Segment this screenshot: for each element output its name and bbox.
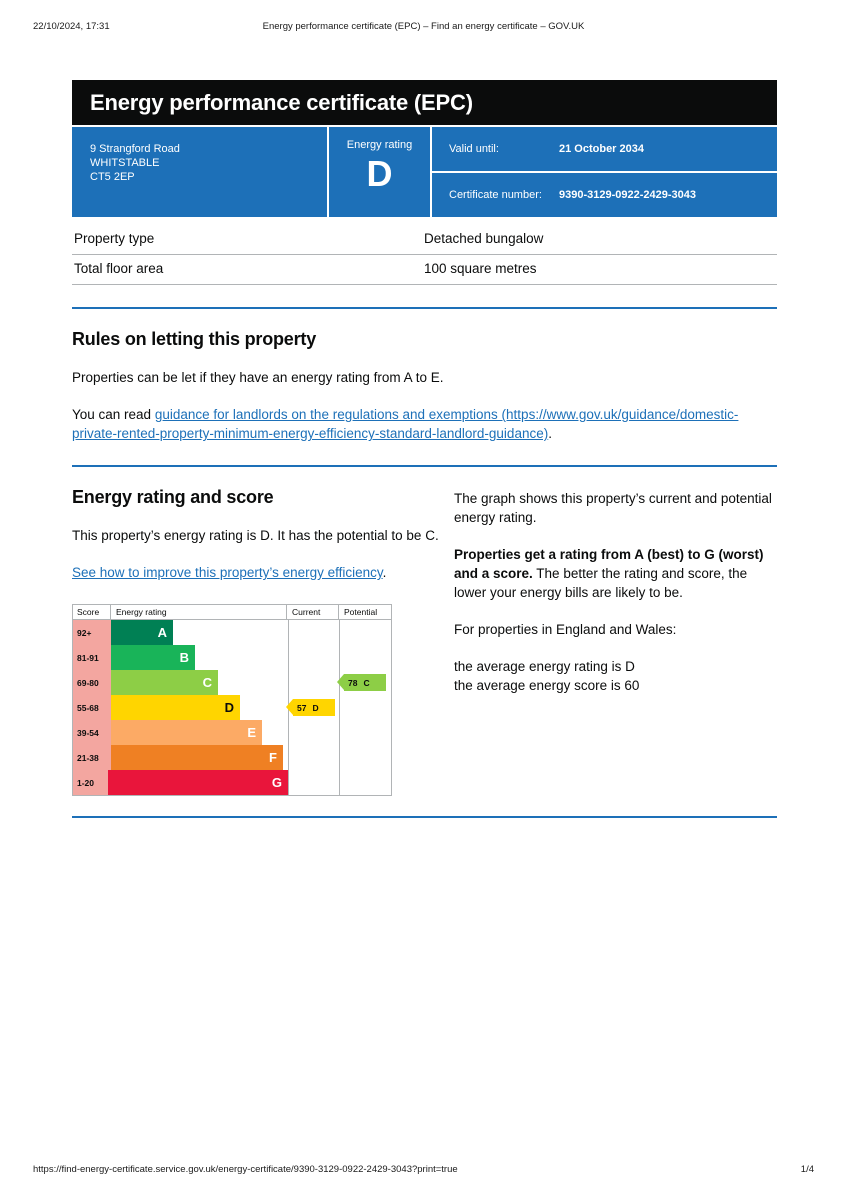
band-score-range: 81-91 — [73, 645, 111, 670]
valid-until-label: Valid until: — [449, 143, 499, 155]
graph-col-potential: Potential — [344, 607, 378, 617]
marker-score: 78 — [348, 677, 358, 688]
print-header — [0, 21, 847, 35]
improve-link-suffix: . — [382, 565, 387, 580]
document-title: Energy performance certificate (EPC) – Find an energy certificate – GOV.UK — [262, 21, 585, 32]
rating-scale-rest: The better the rating and score, the lower your energy bills are likely to be. — [454, 566, 748, 600]
letting-text-prefix: You can read — [72, 407, 155, 422]
detail-value: 100 square metres — [424, 261, 537, 276]
graph-col-energy-rating: Energy rating — [111, 605, 287, 619]
graph-col-current: Current — [287, 605, 339, 619]
graph-band-row — [73, 745, 288, 770]
band-bar-c: C — [111, 670, 218, 695]
band-bar-f: F — [111, 745, 283, 770]
graph-body — [73, 620, 391, 795]
page-number: 1/4 — [800, 1164, 814, 1175]
graph-header-row — [73, 605, 391, 620]
rating-scale-explanation — [454, 545, 777, 602]
section-divider-3 — [72, 816, 777, 818]
band-score-range: 21-38 — [73, 745, 111, 770]
certificate-number-row — [432, 173, 777, 217]
certificate-title-bar — [72, 80, 777, 125]
graph-current-column — [289, 620, 340, 795]
certificate-body — [72, 80, 777, 818]
graph-col-score: Score — [73, 605, 111, 619]
band-bar-a: A — [111, 620, 173, 645]
graph-bands — [73, 620, 289, 795]
energy-rating-graph — [72, 604, 392, 796]
current-rating-marker — [293, 699, 335, 716]
rating-scale-bold: Properties get a rating from A (best) to G (worst) and a score. — [454, 547, 764, 581]
rating-and-score-section — [72, 467, 777, 796]
section-divider — [72, 307, 777, 309]
letting-paragraph-2 — [72, 405, 777, 443]
property-details — [72, 225, 777, 285]
graph-band-row — [73, 720, 288, 745]
rating-right-column — [454, 467, 777, 796]
marker-body — [293, 699, 335, 716]
band-score-range: 69-80 — [73, 670, 111, 695]
england-wales-intro: For properties in England and Wales: — [454, 622, 677, 637]
rating-heading: Energy rating and score — [72, 487, 274, 507]
marker-body — [344, 674, 386, 691]
rating-left-column — [72, 467, 454, 796]
average-stats — [454, 657, 777, 695]
band-score-range: 55-68 — [73, 695, 111, 720]
band-score-range: 39-54 — [73, 720, 111, 745]
certificate-meta — [432, 127, 777, 217]
address-line-2: WHITSTABLE — [90, 157, 160, 169]
table-row — [72, 225, 777, 255]
detail-value: Detached bungalow — [424, 231, 544, 246]
landlord-guidance-link[interactable]: guidance for landlords on the regulations and exemptions (https://www.gov.uk/guidance/domestic-private-rented-property-minimum-energy-efficiency-standard-landlord-guidance) — [72, 407, 739, 441]
graph-band-row — [73, 645, 288, 670]
energy-rating-letter: D — [366, 153, 393, 194]
letting-paragraph-1: Properties can be let if they have an energy rating from A to E. — [72, 370, 444, 385]
print-date: 22/10/2024, 17:31 — [33, 21, 110, 32]
graph-band-row — [73, 770, 288, 795]
band-bar-e: E — [111, 720, 262, 745]
detail-key: Property type — [74, 231, 155, 246]
marker-arrow-icon — [337, 674, 344, 690]
energy-rating-label: Energy rating — [346, 139, 413, 151]
average-score-line: the average energy score is 60 — [454, 678, 640, 693]
band-bar-g: G — [108, 770, 288, 795]
page-title: Energy performance certificate (EPC) — [90, 89, 473, 115]
letting-text-suffix: . — [548, 426, 552, 441]
graph-band-row — [73, 670, 288, 695]
marker-letter: C — [363, 677, 370, 688]
band-bar-d: D — [111, 695, 240, 720]
rating-paragraph: This property’s energy rating is D. It has the potential to be C. — [72, 528, 439, 543]
address-line-3: CT5 2EP — [90, 171, 135, 183]
valid-until-row — [432, 127, 777, 173]
improve-efficiency-paragraph — [72, 563, 454, 582]
valid-until-value: 21 October 2034 — [559, 143, 644, 155]
band-score-range: 92+ — [73, 620, 111, 645]
marker-score: 57 — [297, 702, 307, 713]
certificate-number-value: 9390-3129-0922-2429-3043 — [559, 189, 697, 201]
property-address — [72, 127, 329, 217]
detail-key: Total floor area — [74, 261, 164, 276]
certificate-number-label: Certificate number: — [449, 189, 542, 201]
energy-rating-badge — [329, 127, 432, 217]
address-line-1: 9 Strangford Road — [90, 143, 180, 155]
print-footer — [0, 1164, 847, 1178]
marker-letter: D — [312, 702, 319, 713]
letting-heading: Rules on letting this property — [72, 329, 317, 349]
graph-band-row — [73, 695, 288, 720]
table-row — [72, 255, 777, 285]
source-url: https://find-energy-certificate.service.gov.uk/energy-certificate/9390-3129-0922-2429-3043?print=true — [33, 1164, 458, 1175]
summary-band — [72, 127, 777, 217]
graph-potential-column — [340, 620, 391, 795]
marker-arrow-icon — [286, 699, 293, 715]
potential-rating-marker — [344, 674, 386, 691]
graph-band-row — [73, 620, 288, 645]
band-bar-b: B — [111, 645, 195, 670]
graph-explanation: The graph shows this property’s current and potential energy rating. — [454, 491, 772, 525]
average-rating-line: the average energy rating is D — [454, 659, 635, 674]
band-score-range: 1-20 — [73, 770, 108, 795]
improve-efficiency-link[interactable]: See how to improve this property’s energy efficiency — [72, 565, 383, 580]
